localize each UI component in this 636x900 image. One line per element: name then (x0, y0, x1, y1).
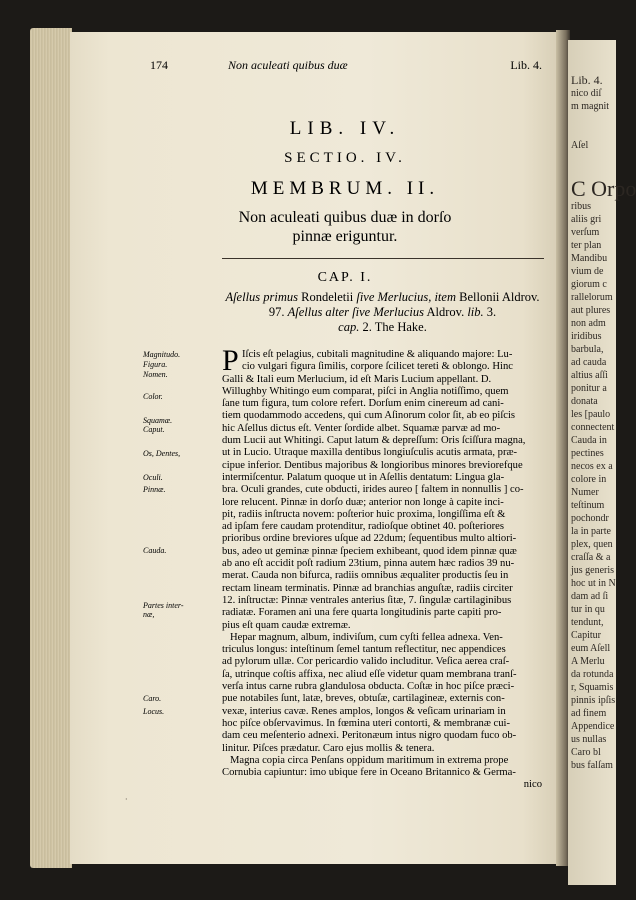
divider-rule (222, 258, 544, 259)
facing-page-line: pochondr (571, 513, 609, 524)
facing-page-line: giorum c (571, 279, 607, 290)
facing-page-line: pectines (571, 448, 604, 459)
synonymy-block (215, 290, 550, 335)
facing-page-line: us nullas (571, 734, 607, 745)
facing-page-line: eum Aſell (571, 643, 611, 654)
page-number: 174 (150, 58, 168, 72)
body-line: lore relucent. Pinnæ in dorſo duæ; anterior non longe à capite inci- (222, 496, 504, 508)
margin-note: Partes inter- (143, 601, 184, 610)
body-line: Magna copia circa Penſans oppidum maritimum in extrema prope (230, 754, 509, 766)
syn-text: Aldrov. (424, 305, 468, 319)
body-line: intermiſcentur. Palatum quoque ut in Aſellis dentatum: Lingua gla- (222, 471, 505, 483)
facing-page-line: teſtinum (571, 500, 605, 511)
body-line: triculus longus: inteſtinum ſemel tantum reflectitur, nec appendices (222, 644, 506, 656)
facing-page-line: la in parte (571, 526, 611, 537)
syn-text: item (431, 290, 460, 304)
margin-note: Locus. (143, 707, 165, 716)
facing-page-line: ponitur a (571, 383, 607, 394)
body-line: dum Lucii aut Whitingi. Caput latum & depreſſum: Oris ſciſſura magna, (222, 435, 526, 447)
syn-text: 2. The Hake. (359, 320, 427, 334)
margin-note: Color. (143, 392, 163, 401)
body-line: pue notabiles ſunt, latæ, breves, obtuſæ, cartilagineæ, externis con- (222, 693, 505, 705)
margin-note: Caput. (143, 425, 165, 434)
body-line: Willughby Whitingo eum comparat, piſci in Anglia notiſſimo, quem (222, 385, 509, 397)
book-heading: LIB. IV. (289, 118, 401, 139)
facing-page-line: A Merlu (571, 656, 605, 667)
facing-page-line: jus generis (571, 565, 615, 576)
membrum-heading: MEMBRUM. II. (250, 178, 440, 199)
body-line: ad ipſam fere caudam protenditur, radioſque obtinet 40. poſteriores (222, 521, 504, 533)
facing-page-line: iridibus (571, 331, 602, 342)
facing-page-line: donata (571, 396, 598, 407)
body-line: ſane tum figura, tum colore refert. Dorſum enim cinereum ad cani- (222, 398, 504, 410)
margin-note: næ, (143, 610, 155, 619)
syn-text: ſive Merlucius, (356, 290, 432, 304)
facing-page-line: ter plan (571, 240, 602, 251)
body-line: prioribus ordine breviores uſque ad 22dum; ſequentibus multo altiori- (222, 533, 517, 545)
facing-page-line: ad cauda (571, 357, 607, 368)
facing-page-line: Cauda in (571, 435, 607, 446)
margin-note: Os, Dentes, (143, 449, 181, 458)
facing-page-line: C Orpo (571, 176, 636, 201)
syn-text: lib. (467, 305, 484, 319)
facing-page-line: dam ad ſi (571, 591, 609, 602)
body-line: tiem quodammodo accedens, qui cum Aſinorum color ſit, ab eo piſcis (222, 410, 516, 422)
facing-page-line: ad finem (571, 708, 607, 719)
chapter-heading: CAP. I. (317, 270, 373, 285)
body-line: Hepar magnum, album, indiviſum, cum cyſti fellea adnexa. Ven- (230, 631, 503, 643)
facing-page-line: Capitur (571, 630, 601, 641)
body-line: pit, radiis inſtructa novem: poſterior huic proxima, longiſſima eſt & (222, 508, 506, 520)
running-head (150, 58, 542, 74)
facing-page-line (568, 126, 616, 139)
syn-text: Rondeletii (298, 290, 357, 304)
facing-page-line: rallelorum (571, 292, 613, 303)
body-line: Galli & Itali eum Merlucium, id eſt Maris Lucium appellant. D. (222, 373, 492, 385)
body-line: bus, adeo ut geminæ pinnæ ſpeciem exhibeant, quod idem pinnæ quæ (222, 545, 517, 557)
facing-page-line: barbula, (571, 344, 604, 355)
facing-page-line: aut plures (571, 305, 611, 316)
facing-page-line: r, Squamis (571, 682, 614, 693)
facing-page-line: necos ex a (571, 461, 613, 472)
running-title: Non aculeati quibus duæ (228, 58, 348, 72)
membrum-subtitle (190, 208, 500, 246)
body-line: dam ceu meſenterio adnexi. Peritonæum intus nigro quodam fuco ob- (222, 730, 517, 742)
facing-page-line: pinnis ipſis (571, 695, 616, 706)
facing-page-line: Lib. 4. (571, 73, 603, 87)
facing-page (568, 40, 636, 885)
facing-page-line: aliis gri (571, 214, 602, 225)
body-line: hoc piſce obſervavimus. In fœmina uteri contorti, & membranæ cui- (222, 717, 511, 729)
drop-initial: P (222, 344, 239, 377)
margin-note: Caro. (143, 694, 162, 703)
facing-page-line: m magnit (571, 101, 610, 112)
synonymy-line-2 (215, 305, 550, 320)
body-line: radiatæ. Foramen ani una fere quarta longitudinis parte capiti pro- (222, 607, 502, 619)
body-line: cio vulgari figura ſimilis, corpore ſcilicet tereti & oblongo. Hinc (242, 361, 513, 373)
body-line: vexæ, interius cavæ. Renes amplos, longos & veſicam urinariam in (222, 705, 506, 717)
syn-text: Aſellus primus (225, 290, 299, 304)
facing-page-line: plex, quen (571, 539, 613, 550)
body-line: linitur. Piſces prædatur. Caro ejus mollis & tenera. (222, 742, 435, 754)
facing-page-line: connectent (571, 422, 615, 433)
margin-note: Nomen. (143, 370, 168, 379)
synonymy-line-1 (215, 290, 550, 305)
facing-page-line: altius aſſi (571, 370, 608, 381)
body-line: merat. Cauda non bifurca, radiis omnibus æqualiter productis ſeu in (222, 570, 509, 582)
body-line: pius eſt quam caudæ extremæ. (222, 619, 351, 631)
facing-page-line: craſſa & a (571, 552, 611, 563)
running-book: Lib. 4. (510, 58, 542, 72)
facing-page-line: colore in (571, 474, 607, 485)
facing-page-line: Mandibu (571, 253, 608, 264)
facing-page-line: Aſel (571, 140, 589, 151)
body-line: verſa intus carne rubra glandulosa obducta. Coſtæ in hoc piſce præci- (222, 681, 515, 693)
facing-page-line: non adm (571, 318, 606, 329)
section-heading: SECTIO. IV. (284, 150, 406, 166)
facing-page-line: Numer (571, 487, 599, 498)
body-line: ad pylorum ullæ. Cor pericardio valido includitur. Veſica aerea craſ- (222, 656, 510, 668)
body-line: Iſcis eſt pelagius, cubitali magnitudine & aliquando majore: Lu- (242, 349, 513, 360)
facing-page-line: da rotunda (571, 669, 614, 680)
syn-text: 3. (483, 305, 497, 319)
facing-page-line: hoc ut in N (571, 578, 616, 589)
facing-page-line: tendunt, (571, 617, 604, 628)
facing-page-line (568, 152, 616, 165)
margin-note: Figura. (143, 360, 168, 369)
facing-page-line: Caro bl (571, 747, 601, 758)
syn-text: Bellonii Aldrov. (459, 290, 540, 304)
subtitle-line-1: Non aculeati quibus duæ in dorſo (238, 209, 452, 226)
facing-page-line: les [paulo (571, 409, 611, 420)
syn-text: 97. (268, 305, 288, 319)
body-line: cipue inferior. Dentibus majoribus & longioribus minores breviorefque (222, 459, 523, 471)
body-line: hic Aſellus dictus eſt. Venter ſordide albet. Squamæ parvæ ad mo- (222, 422, 501, 434)
subtitle-line-2: pinnæ eriguntur. (292, 228, 398, 245)
facing-page-line (568, 113, 616, 126)
body-line: bra. Oculi grandes, cute obducti, irides aureo [ faltem in nonnullis ] co- (222, 484, 524, 496)
margin-note: Squamæ. (143, 416, 173, 425)
synonymy-line-3 (215, 320, 550, 335)
body-line: ab ano eſt accidit poſt radium 23tium, pinna autem hæc radios 39 nu- (222, 558, 515, 570)
facing-page-line: verſum (571, 227, 600, 238)
facing-page-line: tur in qu (571, 604, 605, 615)
margin-note: Oculi. (143, 473, 163, 482)
facing-page-line: nico diſ (571, 88, 602, 99)
syn-text: Aſellus alter ſive Merlucius (287, 305, 425, 319)
body-line: Cornubia capiuntur: imo ubique fere in Oceano Britannico & Germa- (222, 767, 516, 779)
body-line: nico (523, 779, 542, 791)
page-mark: · (125, 795, 128, 804)
facing-page-line: Appendice (571, 721, 615, 732)
body-line: rectam lineam terminatis. Pinnæ ad branchias anguſtæ, radiis circiter (222, 582, 513, 594)
body-line: ut in Lucio. Utraque maxilla dentibus longiuſculis acutis armata, præ- (222, 447, 518, 459)
margin-note: Pinnæ. (143, 485, 166, 494)
body-text (222, 344, 542, 792)
facing-page-line: vium de (571, 266, 604, 277)
facing-page-line: bus falſam (571, 760, 613, 771)
book-fore-edge (30, 28, 72, 868)
margin-note: Cauda. (143, 546, 167, 555)
syn-text: cap. (338, 320, 360, 334)
facing-page-line: ribus (571, 201, 591, 212)
body-line: 12. inſtructæ: Pinnæ ventrales anterius ſitæ, 7. ſingulæ cartilaginibus (222, 594, 512, 606)
body-line: ſa, utrinque coſtis affixa, nec aliud eſſe videtur quam membrana tranſ- (222, 668, 517, 680)
margin-note: Magnitudo. (143, 350, 181, 359)
